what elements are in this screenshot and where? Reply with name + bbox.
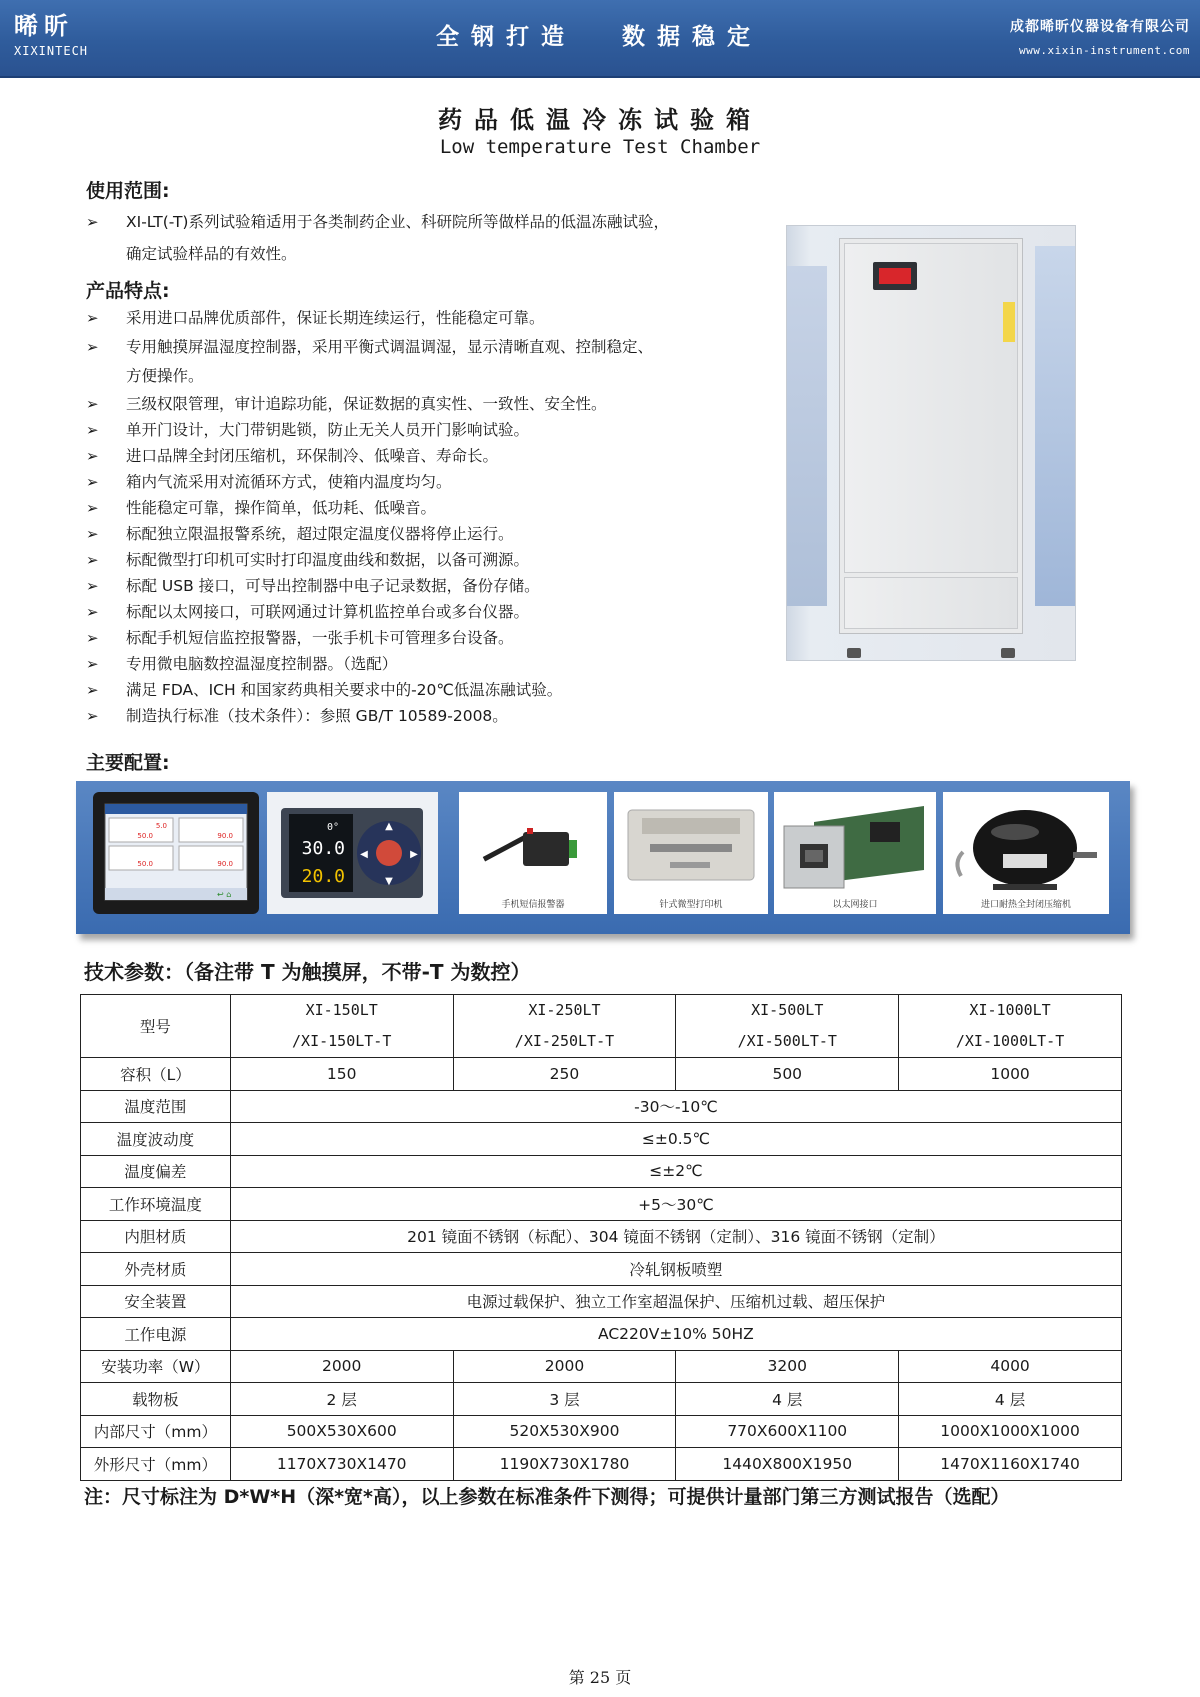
arrow-bullet-icon: ➢: [86, 395, 99, 413]
touchscreen-graphic: [93, 792, 259, 914]
table-cell: 520X530X900: [453, 1415, 676, 1448]
page-number: 第 25 页: [568, 1668, 632, 1687]
model-cell: XI-150LT /XI-150LT-T: [230, 995, 453, 1058]
table-row: [81, 1253, 1122, 1286]
digital-controller-image: [267, 792, 438, 914]
touch-value: 50.0: [137, 832, 153, 840]
arrow-bullet-icon: ➢: [86, 681, 99, 699]
arrow-bullet-icon: ➢: [86, 213, 99, 231]
table-row: [81, 1318, 1122, 1351]
table-cell: 电源过载保护、独立工作室超温保护、压缩机过载、超压保护: [230, 1285, 1121, 1318]
table-cell: ≤±0.5℃: [230, 1123, 1121, 1156]
logo-text: 晞昕: [14, 12, 74, 40]
table-cell: 500X530X600: [230, 1415, 453, 1448]
printer-image: [614, 792, 768, 914]
table-row: [81, 1415, 1122, 1448]
features-list: [86, 304, 653, 729]
arrow-bullet-icon: ➢: [86, 499, 99, 517]
compressor-image: [943, 792, 1109, 914]
photo-background-shelf: [1035, 246, 1075, 606]
arrow-bullet-icon: ➢: [86, 707, 99, 725]
list-item: ➢ 采用进口品牌优质部件，保证长期连续运行，性能稳定可靠。: [86, 304, 653, 333]
printer-graphic: [614, 792, 768, 902]
chamber-cabinet: [839, 238, 1023, 634]
table-cell: 1190X730X1780: [453, 1448, 676, 1481]
list-item: 确定试验样品的有效性。: [126, 245, 297, 263]
table-row: [81, 1155, 1122, 1188]
list-item: ➢ 标配 USB 接口，可导出控制器中电子记录数据，备份存储。: [86, 573, 653, 599]
slogan: [436, 18, 808, 51]
arrow-bullet-icon: ➢: [86, 603, 99, 621]
config-caption: 手机短信报警器: [501, 900, 565, 910]
list-item: ➢ 专用微电脑数控温湿度控制器。（选配）: [86, 651, 653, 677]
list-item: ➢ 箱内气流采用对流循环方式，使箱内温度均匀。: [86, 469, 653, 495]
ethernet-card-graphic: [774, 792, 936, 902]
list-item: ➢ 标配独立限温报警系统，超过限定温度仪器将停止运行。: [86, 521, 653, 547]
table-cell: 2000: [453, 1350, 676, 1383]
logo-english: XIXINTECH: [14, 44, 89, 58]
up-arrow-icon: ▲: [385, 821, 393, 832]
touch-value: 5.0: [155, 822, 167, 830]
table-cell: 4000: [899, 1350, 1122, 1383]
list-item: ➢ 进口品牌全封闭压缩机，环保制冷、低噪音、寿命长。: [86, 443, 653, 469]
list-item: ➢ 标配以太网接口，可联网通过计算机监控单台或多台仪器。: [86, 599, 653, 625]
arrow-bullet-icon: ➢: [86, 309, 99, 327]
digital-readout: 0°: [326, 822, 339, 833]
table-cell: 4 层: [899, 1383, 1122, 1416]
config-caption: 以太网接口: [832, 900, 878, 910]
list-item: ➢ 专用触摸屏温湿度控制器，采用平衡式调温调湿，显示清晰直观、控制稳定、: [86, 333, 653, 362]
arrow-bullet-icon: ➢: [86, 473, 99, 491]
control-panel: [873, 262, 917, 290]
arrow-bullet-icon: ➢: [86, 577, 99, 595]
table-cell: +5～30℃: [230, 1188, 1121, 1221]
table-cell: 1000: [899, 1058, 1122, 1091]
row-label: 温度波动度: [81, 1123, 231, 1156]
table-row: [81, 1383, 1122, 1416]
row-label: 外壳材质: [81, 1253, 231, 1286]
model-cell: XI-500LT /XI-500LT-T: [676, 995, 899, 1058]
table-row: [81, 1448, 1122, 1481]
cabinet-lower-door: [844, 577, 1018, 629]
table-cell: 500: [676, 1058, 899, 1091]
list-item: 方便操作。: [126, 367, 204, 385]
config-caption: 针式微型打印机: [659, 900, 723, 910]
panel-screen: [879, 268, 911, 284]
table-cell: 150: [230, 1058, 453, 1091]
title-chinese: 药品低温冷冻试验箱: [438, 106, 762, 134]
digital-controller-graphic: [267, 792, 438, 914]
row-label: 安装功率（W）: [81, 1350, 231, 1383]
table-row: [81, 1350, 1122, 1383]
row-label: 容积（L）: [81, 1058, 231, 1091]
digital-readout: 20.0: [301, 866, 345, 887]
table-row: [81, 995, 1122, 1058]
home-icon: ↩ ⌂: [217, 890, 232, 899]
list-item: ➢ 单开门设计，大门带钥匙锁，防止无关人员开门影响试验。: [86, 417, 653, 443]
row-label: 外形尺寸（mm）: [81, 1448, 231, 1481]
model-cell: XI-1000LT /XI-1000LT-T: [899, 995, 1122, 1058]
digital-readout: 30.0: [301, 838, 345, 859]
specs-title: 技术参数：（备注带 T 为触摸屏，不带-T 为数控）: [84, 960, 531, 984]
table-cell: 2 层: [230, 1383, 453, 1416]
table-cell: ≤±2℃: [230, 1155, 1121, 1188]
compressor-graphic: [943, 792, 1109, 902]
list-item: ➢ 制造执行标准（技术条件）：参照 GB/T 10589-2008。: [86, 703, 653, 729]
row-label: 载物板: [81, 1383, 231, 1416]
row-label: 工作环境温度: [81, 1188, 231, 1221]
row-label: 内部尺寸（mm）: [81, 1415, 231, 1448]
arrow-bullet-icon: ➢: [86, 447, 99, 465]
warning-sticker: [1003, 302, 1015, 342]
table-cell: 201 镜面不锈钢（标配）、304 镜面不锈钢（定制）、316 镜面不锈钢（定制）: [230, 1220, 1121, 1253]
table-cell: 2000: [230, 1350, 453, 1383]
touch-value: 50.0: [137, 860, 153, 868]
list-item: ➢ 标配微型打印机可实时打印温度曲线和数据，以备可溯源。: [86, 547, 653, 573]
table-row: [81, 1188, 1122, 1221]
right-arrow-icon: ▶: [410, 849, 418, 860]
table-cell: 1170X730X1470: [230, 1448, 453, 1481]
arrow-bullet-icon: ➢: [86, 551, 99, 569]
row-label: 工作电源: [81, 1318, 231, 1351]
product-photo: [786, 225, 1076, 661]
config-strip: [76, 781, 1130, 934]
table-cell: 1000X1000X1000: [899, 1415, 1122, 1448]
touchscreen-controller-image: [93, 792, 259, 914]
table-cell: 770X600X1100: [676, 1415, 899, 1448]
cabinet-upper-door: [844, 243, 1018, 573]
header-divider: [0, 76, 1200, 78]
ethernet-card-image: [774, 792, 936, 914]
table-cell: 4 层: [676, 1383, 899, 1416]
table-cell: -30～-10℃: [230, 1090, 1121, 1123]
arrow-bullet-icon: ➢: [86, 655, 99, 673]
touch-value: 90.0: [217, 832, 233, 840]
row-label: 温度范围: [81, 1090, 231, 1123]
features-heading: 产品特点:: [86, 280, 170, 302]
website-url: www.xixin-instrument.com: [1019, 44, 1190, 57]
list-item: ➢ XI-LT(-T)系列试验箱适用于各类制药企业、科研院所等做样品的低温冻融试验，: [86, 206, 669, 238]
table-cell: 1440X800X1950: [676, 1448, 899, 1481]
table-row: [81, 1285, 1122, 1318]
config-caption: 进口耐热全封闭压缩机: [980, 900, 1071, 910]
row-label: 安全装置: [81, 1285, 231, 1318]
table-cell: 冷轧钢板喷塑: [230, 1253, 1121, 1286]
sms-alarm-graphic: [459, 792, 607, 902]
page-header: [0, 0, 1200, 76]
list-item: ➢ 性能稳定可靠，操作简单，低功耗、低噪音。: [86, 495, 653, 521]
list-item: ➢ 三级权限管理，审计追踪功能，保证数据的真实性、一致性、安全性。: [86, 391, 653, 417]
slogan-part-2: 数据稳定: [622, 24, 762, 50]
slogan-part-1: 全钢打造: [436, 24, 576, 50]
company-name: 成都晞昕仪器设备有限公司: [1010, 19, 1190, 35]
list-item: ➢ 标配手机短信监控报警器，一张手机卡可管理多台设备。: [86, 625, 653, 651]
list-item: ➢ 满足 FDA、ICH 和国家药典相关要求中的-20℃低温冻融试验。: [86, 677, 653, 703]
title-english: Low temperature Test Chamber: [439, 136, 761, 158]
row-label: 温度偏差: [81, 1155, 231, 1188]
touch-value: 90.0: [217, 860, 233, 868]
arrow-bullet-icon: ➢: [86, 338, 99, 356]
scope-list: [86, 206, 669, 270]
table-cell: 3 层: [453, 1383, 676, 1416]
arrow-bullet-icon: ➢: [86, 525, 99, 543]
model-cell: XI-250LT /XI-250LT-T: [453, 995, 676, 1058]
arrow-bullet-icon: ➢: [86, 421, 99, 439]
table-note: 注：尺寸标注为 D*W*H（深*宽*高），以上参数在标准条件下测得；可提供计量部门第三方测试报告（选配）: [84, 1486, 1010, 1508]
row-label: 内胆材质: [81, 1220, 231, 1253]
table-row: [81, 1058, 1122, 1091]
table-cell: 1470X1160X1740: [899, 1448, 1122, 1481]
spec-table: [80, 994, 1122, 1481]
down-arrow-icon: ▼: [385, 876, 393, 887]
table-row: [81, 1123, 1122, 1156]
left-arrow-icon: ◀: [360, 849, 368, 860]
table-row: [81, 1220, 1122, 1253]
arrow-bullet-icon: ➢: [86, 629, 99, 647]
table-cell: 3200: [676, 1350, 899, 1383]
photo-background-shelf: [787, 266, 827, 606]
caster-wheel: [1001, 648, 1015, 658]
config-heading: 主要配置:: [86, 752, 170, 774]
table-cell: 250: [453, 1058, 676, 1091]
scope-heading: 使用范围:: [86, 180, 170, 202]
table-cell: AC220V±10% 50HZ: [230, 1318, 1121, 1351]
table-row: [81, 1090, 1122, 1123]
caster-wheel: [847, 648, 861, 658]
sms-alarm-image: [459, 792, 607, 914]
row-label: 型号: [81, 995, 231, 1058]
